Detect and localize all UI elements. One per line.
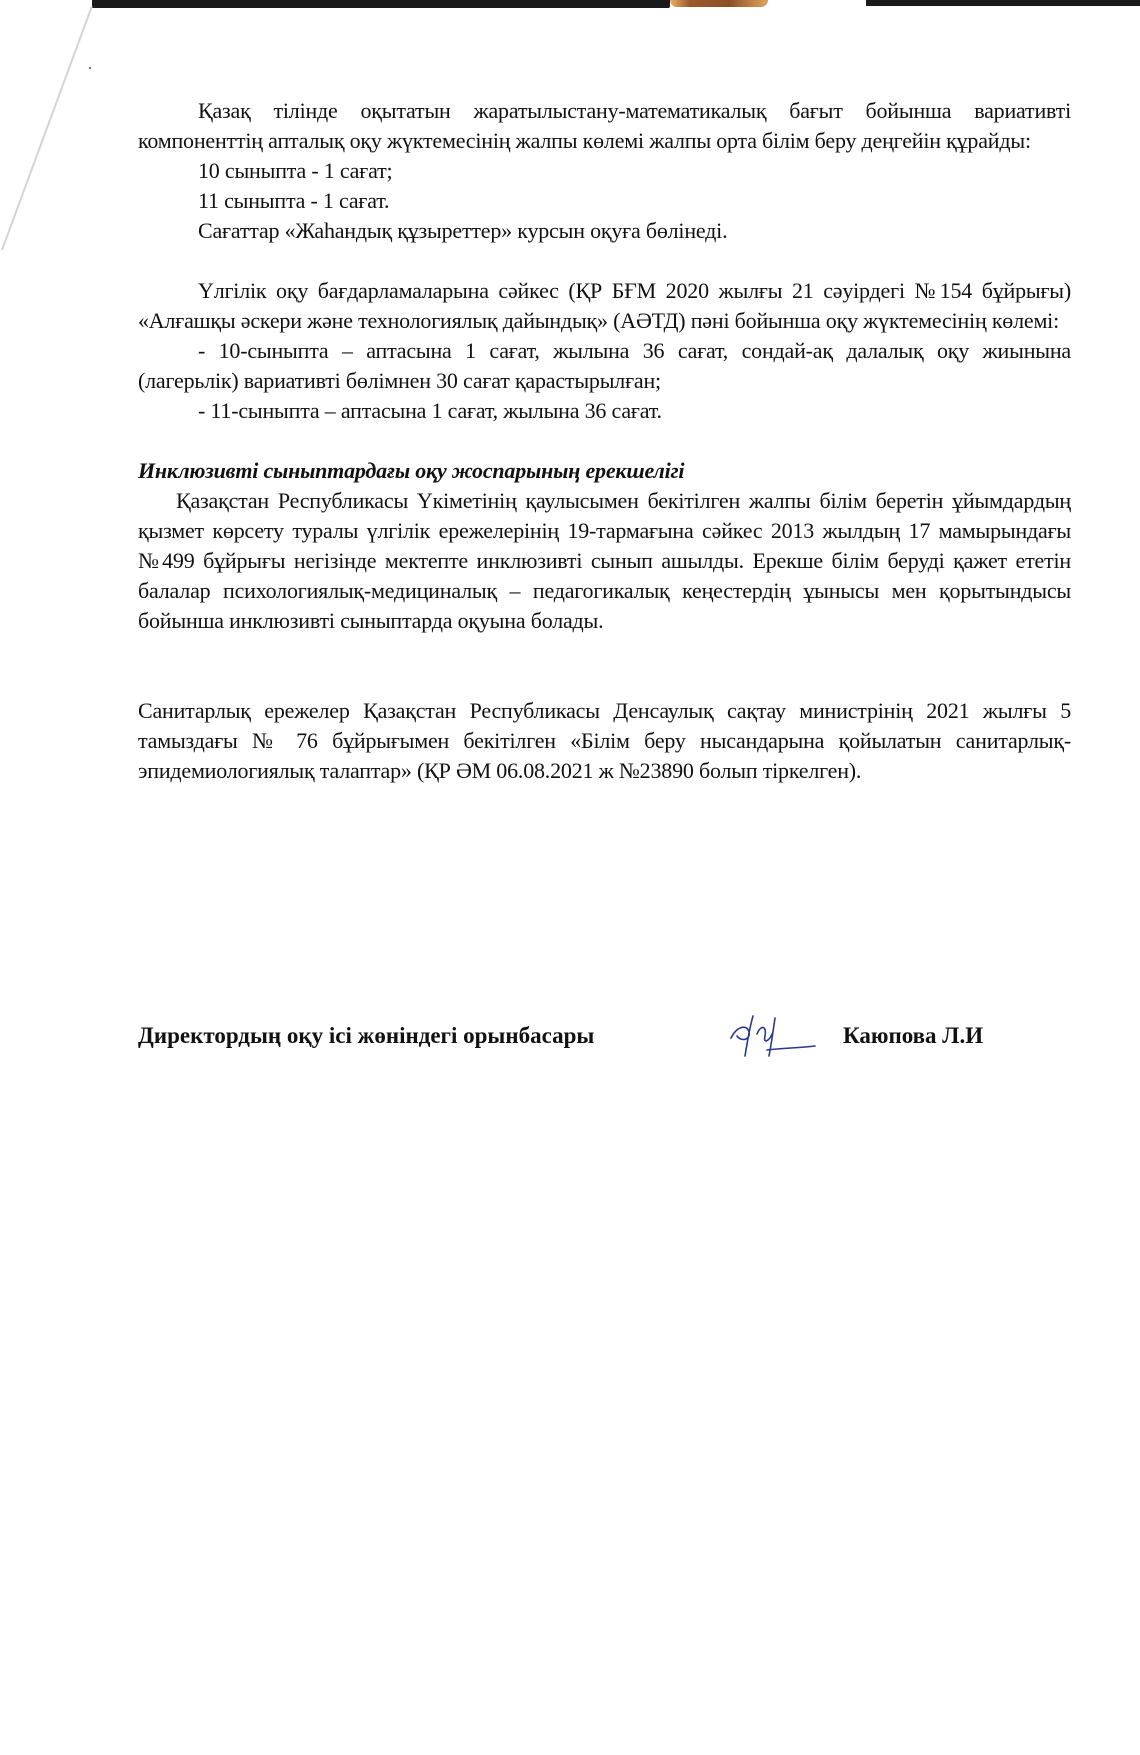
document-body: [138, 96, 1071, 786]
signer-name: Каюпова Л.И: [843, 1023, 984, 1048]
spacer: [138, 246, 1071, 276]
list-item: - 11-сыныпта – аптасына 1 сағат, жылына 36 сағат.: [198, 398, 662, 423]
scan-edge-object: [670, 0, 768, 7]
section1-note: Сағаттар «Жаhандық құзыреттер» курсын оқуға бөлінеді.: [198, 218, 728, 243]
signer-title: Директордың оқу ісі жөніндегі орынбасары: [138, 1023, 595, 1048]
spacer: [138, 426, 1071, 456]
section1-intro: Қазақ тілінде оқытатын жаратылыстану-математикалық бағыт бойынша вариативті компоненттің апталық оқу жүктемесінің жалпы көлемі жалпы орта білім беру деңгейін құрайды:: [138, 98, 1071, 153]
section2-intro: Үлгілік оқу бағдарламаларына сәйкес (ҚР БҒМ 2020 жылғы 21 сәуірдегі №154 бұйрығы) «Алғашқы әскери және технологиялық дайындық» (АӘТД) пәні бойынша оқу жүктемесінің көлемі:: [138, 278, 1071, 333]
page-fold-shadow: [0, 0, 100, 300]
spacer: [138, 636, 1071, 696]
signature-block: [138, 1012, 1068, 1060]
list-item: 10 сыныпта - 1 сағат;: [198, 158, 393, 183]
list-item: 11 сыныпта - 1 сағат.: [198, 188, 390, 213]
section3-body: Қазақстан Республикасы Үкіметінің қаулысымен бекітілген жалпы білім беретін ұйымдардың қызмет көрсету туралы үлгілік ережелерінің 19-тармағына сәйкес 2013 жылдың 17 мамырындағы №499 бұйрығы негізінде мектепте инклюзивті сынып ашылды. Ерекше білім беруді қажет ететін балалар психологиялық-медициналық – педагогикалық кеңестердің ұынысы мен қорытындысы бойынша инклюзивті сыныптарда оқуына болады.: [138, 488, 1071, 633]
section3-heading: Инклюзивті сыныптардағы оқу жоспарының ерекшелігі: [138, 458, 685, 483]
scan-edge-dark-left: [92, 0, 670, 8]
handwritten-signature-icon: [723, 1012, 818, 1060]
scan-edge-dark-right: [866, 0, 1140, 6]
list-item: - 10-сыныпта – аптасына 1 сағат, жылына 36 сағат, сондай-ақ далалық оқу жиынына (лагерьлік) вариативті бөлімнен 30 сағат қарастырылған;: [138, 338, 1071, 393]
section4-body: Санитарлық ережелер Қазақстан Республикасы Денсаулық сақтау министрінің 2021 жылғы 5 тамыздағы № 76 бұйрығымен бекітілген «Білім беру нысандарына қойылатын санитарлық-эпидемиологиялық талаптар» (ҚР ӘМ 06.08.2021 ж №23890 болып тіркелген).: [138, 698, 1071, 783]
